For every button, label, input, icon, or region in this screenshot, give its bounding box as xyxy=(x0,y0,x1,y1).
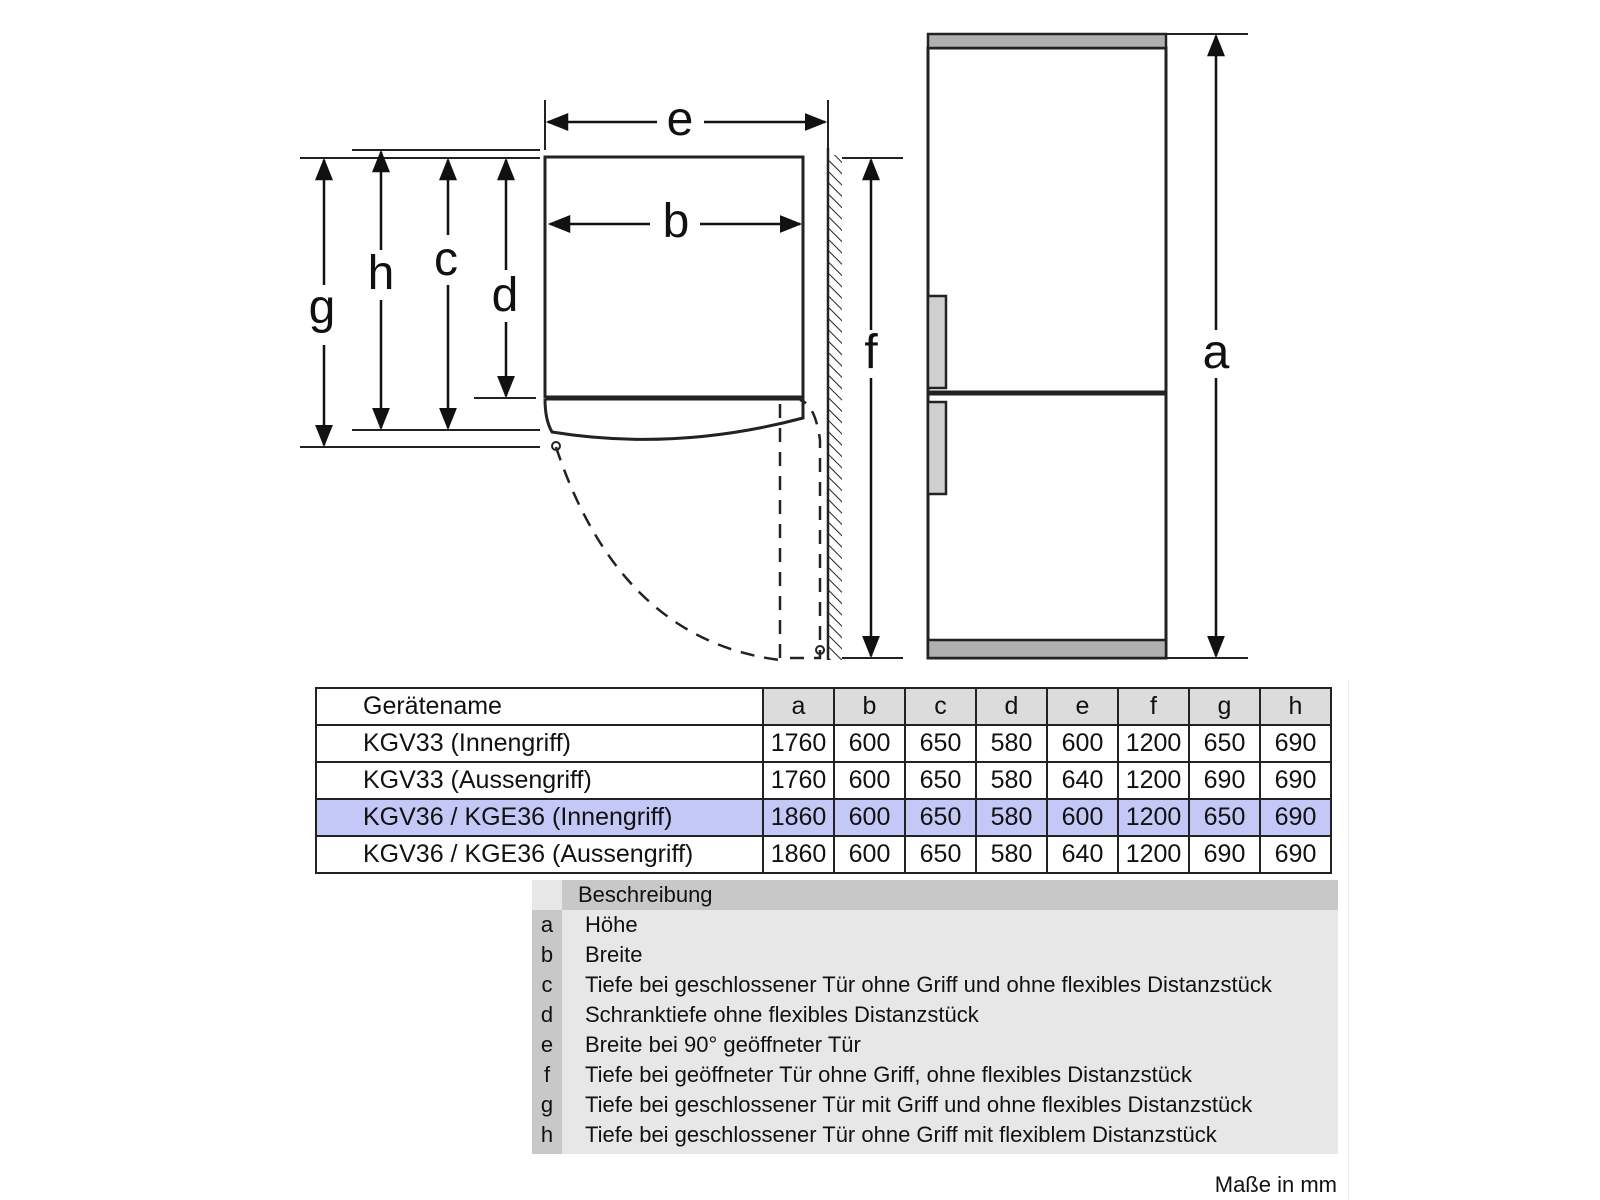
header-f: f xyxy=(1118,688,1189,725)
legend-key: g xyxy=(540,1092,554,1117)
unit-note: Maße in mm xyxy=(1214,1172,1337,1197)
value-cell: 580 xyxy=(976,836,1047,873)
value-cell: 690 xyxy=(1260,799,1331,836)
legend-text: Höhe xyxy=(585,912,638,937)
value-cell: 650 xyxy=(905,836,976,873)
value-cell: 650 xyxy=(1189,725,1260,762)
value-cell: 640 xyxy=(1047,836,1118,873)
value-cell: 580 xyxy=(976,762,1047,799)
legend-text: Tiefe bei geschlossener Tür ohne Griff mit flexiblem Distanzstück xyxy=(585,1122,1217,1147)
wall-hatch xyxy=(828,155,842,660)
value-cell: 600 xyxy=(1047,725,1118,762)
header-a: a xyxy=(763,688,834,725)
value-cell: 1760 xyxy=(763,725,834,762)
value-cell: 1200 xyxy=(1118,725,1189,762)
table-row xyxy=(316,762,1331,799)
value-cell: 600 xyxy=(834,836,905,873)
value-cell: 1200 xyxy=(1118,762,1189,799)
cabinet-top-view xyxy=(545,157,803,397)
description-legend xyxy=(532,880,1338,1154)
legend-item xyxy=(532,910,1338,940)
value-cell: 690 xyxy=(1260,762,1331,799)
model-name: KGV36 / KGE36 (Innengriff) xyxy=(316,799,763,836)
label-f: f xyxy=(864,326,878,379)
fridge-top-cap xyxy=(928,34,1166,48)
label-h: h xyxy=(367,247,395,300)
label-c: c xyxy=(434,233,458,286)
value-cell: 650 xyxy=(905,762,976,799)
label-d: d xyxy=(491,269,519,322)
divider xyxy=(1348,680,1349,1200)
table-row xyxy=(316,725,1331,762)
value-cell: 640 xyxy=(1047,762,1118,799)
header-g: g xyxy=(1189,688,1260,725)
legend-key: e xyxy=(540,1032,554,1057)
model-name: KGV36 / KGE36 (Aussengriff) xyxy=(316,836,763,873)
legend-key: d xyxy=(540,1002,554,1027)
value-cell: 650 xyxy=(905,799,976,836)
value-cell: 690 xyxy=(1260,836,1331,873)
value-cell: 650 xyxy=(1189,799,1260,836)
legend-text: Tiefe bei geschlossener Tür ohne Griff und ohne flexibles Distanzstück xyxy=(585,972,1272,997)
legend-item xyxy=(532,1120,1338,1150)
handle-lower xyxy=(928,402,946,494)
header-e: e xyxy=(1047,688,1118,725)
value-cell: 1200 xyxy=(1118,799,1189,836)
legend-text: Tiefe bei geöffneter Tür ohne Griff, ohne flexibles Distanzstück xyxy=(585,1062,1192,1087)
value-cell: 690 xyxy=(1189,836,1260,873)
fridge-bottom-plinth xyxy=(928,640,1166,658)
legend-text: Breite bei 90° geöffneter Tür xyxy=(585,1032,861,1057)
legend-item xyxy=(532,1090,1338,1120)
legend-key: b xyxy=(540,942,554,967)
header-b: b xyxy=(834,688,905,725)
legend-text: Tiefe bei geschlossener Tür mit Griff und ohne flexibles Distanzstück xyxy=(585,1092,1253,1117)
legend-item xyxy=(532,1060,1338,1090)
value-cell: 580 xyxy=(976,725,1047,762)
door-swing-arc xyxy=(556,447,780,660)
table-header-row xyxy=(316,688,1331,725)
handle-upper xyxy=(928,296,946,388)
legend-key: f xyxy=(543,1062,551,1087)
table-row-highlighted xyxy=(316,799,1331,836)
legend-key: a xyxy=(540,912,554,937)
value-cell: 1200 xyxy=(1118,836,1189,873)
header-d: d xyxy=(976,688,1047,725)
label-b: b xyxy=(662,195,690,248)
value-cell: 1860 xyxy=(763,799,834,836)
value-cell: 1860 xyxy=(763,836,834,873)
value-cell: 690 xyxy=(1189,762,1260,799)
header-h: h xyxy=(1260,688,1331,725)
door-open-outline xyxy=(780,400,820,658)
legend-key: c xyxy=(541,972,553,997)
value-cell: 1760 xyxy=(763,762,834,799)
value-cell: 600 xyxy=(834,799,905,836)
header-geraetename: Gerätename xyxy=(316,688,763,725)
model-name: KGV33 (Aussengriff) xyxy=(316,762,763,799)
legend-item xyxy=(532,1030,1338,1060)
value-cell: 600 xyxy=(834,762,905,799)
legend-item xyxy=(532,940,1338,970)
legend-text: Schranktiefe ohne flexibles Distanzstück xyxy=(585,1002,979,1027)
header-c: c xyxy=(905,688,976,725)
description-title: Beschreibung xyxy=(562,880,1338,910)
legend-key: h xyxy=(540,1122,554,1147)
value-cell: 580 xyxy=(976,799,1047,836)
value-cell: 600 xyxy=(1047,799,1118,836)
legend-text: Breite xyxy=(585,942,643,967)
fridge-front-body xyxy=(928,48,1166,658)
label-g: g xyxy=(308,281,336,334)
door-closed xyxy=(545,399,803,439)
model-name: KGV33 (Innengriff) xyxy=(316,725,763,762)
legend-item xyxy=(532,1000,1338,1030)
label-a: a xyxy=(1202,326,1230,379)
table-row xyxy=(316,836,1331,873)
dimension-table xyxy=(315,687,1332,874)
value-cell: 650 xyxy=(905,725,976,762)
value-cell: 690 xyxy=(1260,725,1331,762)
value-cell: 600 xyxy=(834,725,905,762)
label-e: e xyxy=(666,93,694,146)
legend-item xyxy=(532,970,1338,1000)
